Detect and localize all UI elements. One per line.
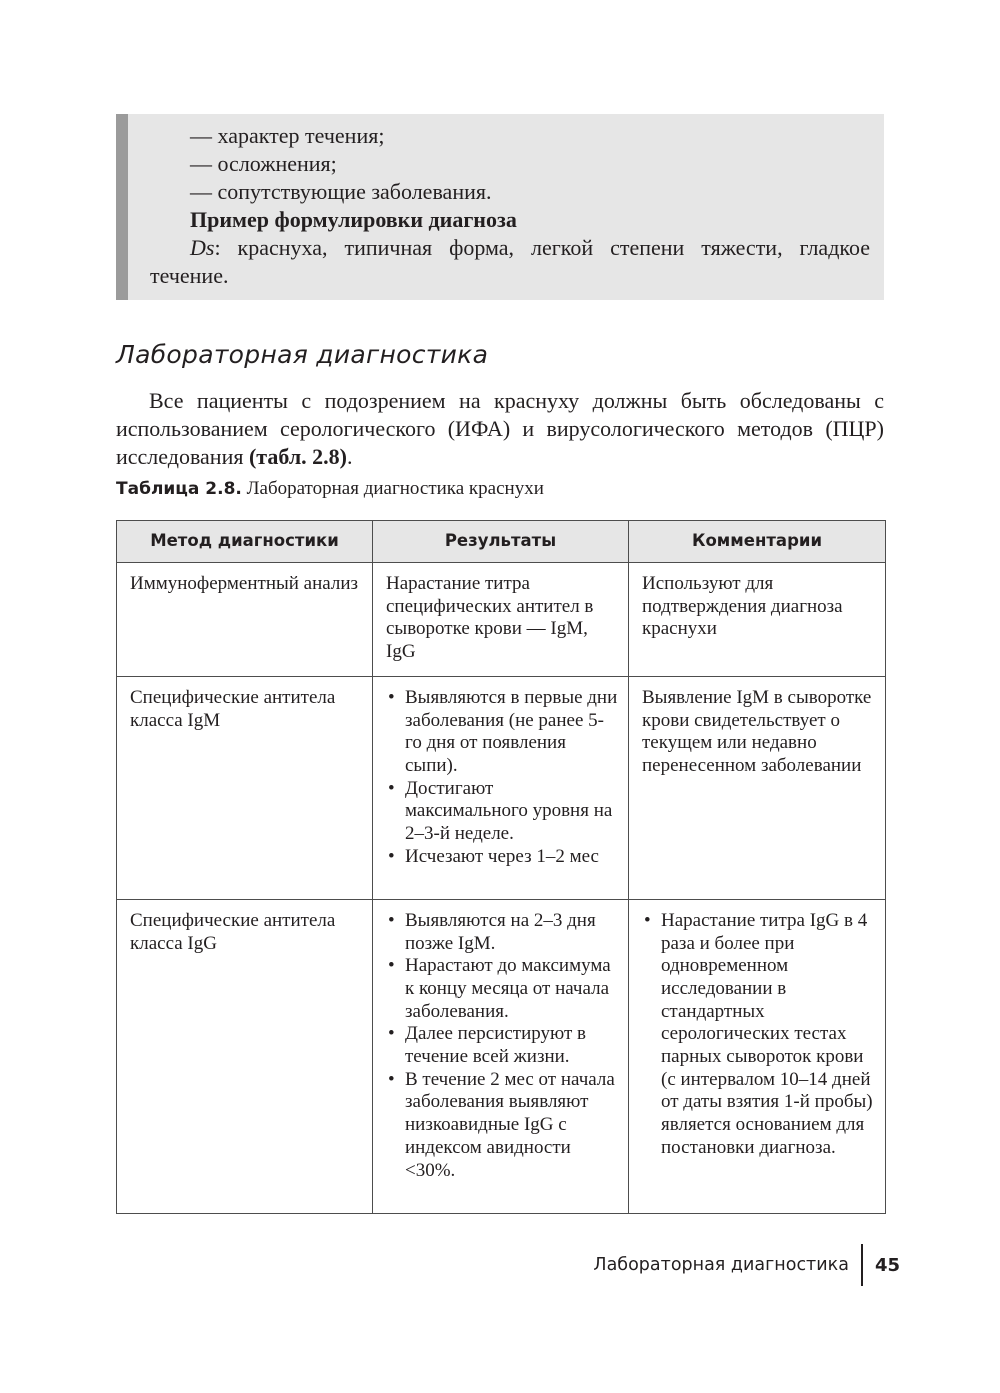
page-number: 45: [874, 1254, 900, 1276]
cell-results: [373, 899, 629, 1213]
diagnosis-example-text: [150, 234, 870, 290]
section-title: Лабораторная диагностика: [116, 340, 489, 369]
cell-results: [373, 563, 629, 677]
header-comments: Комментарии: [629, 521, 886, 563]
method-text: Иммуноферментный анализ: [130, 573, 359, 594]
table-caption: [116, 478, 544, 500]
cell-comment: [629, 676, 886, 899]
results-bullet: • Исчезают через 1–2 мес: [405, 846, 618, 869]
header-method: Метод диагностики: [117, 521, 373, 563]
header-results: Результаты: [373, 521, 629, 563]
intro-paragraph: [116, 387, 884, 471]
comment-list: [642, 910, 875, 1160]
page-footer: [593, 1244, 900, 1286]
table-caption-text: Лабораторная диагностика краснухи: [241, 478, 544, 499]
results-bullet: • Нарастают до максимума к концу месяца от начала заболевания.: [405, 955, 618, 1023]
comment-bullet: • Нарастание титра IgG в 4 раза и более при одновременном исследовании в стандартных серологических тестах парных сывороток крови (с интервалом 10–14 дней от даты взятия 1-й пробы) является основанием для постановки диагноза.: [661, 910, 875, 1160]
cell-results: [373, 676, 629, 899]
comment-text: Используют для подтверждения диагноза краснухи: [642, 573, 843, 640]
method-text: Специфические антитела класса IgG: [130, 909, 336, 954]
diagnosis-example-heading: Пример формулировки диагноза: [190, 207, 517, 232]
diagnosis-callout-box: [116, 114, 884, 300]
table-caption-label: Таблица 2.8.: [116, 479, 242, 499]
results-bullet: • Далее персистируют в течение всей жизни.: [405, 1023, 618, 1068]
cell-comment: [629, 899, 886, 1213]
results-list: [386, 687, 618, 869]
results-text: Нарастание титра специфических антител в сыворотке крови — IgM, IgG: [386, 573, 594, 663]
cell-method: [117, 676, 373, 899]
intro-text: Все пациенты с подозрением на краснуху должны быть обследованы с использованием серологического (ИФА) и вирусологического методов (ПЦР) исследования: [116, 388, 884, 469]
table-row: [117, 899, 886, 1213]
table-row: [117, 676, 886, 899]
results-bullet: • Выявляются на 2–3 дня позже IgM.: [405, 910, 618, 955]
results-bullet: • Выявляются в первые дни заболевания (не ранее 5-го дня от появления сыпи).: [405, 687, 618, 778]
comment-text: Выявление IgM в сыворотке крови свидетельствует о текущем или недавно перенесенном заболевании: [642, 686, 872, 776]
results-bullet: • Достигают максимального уровня на 2–3-й неделе.: [405, 778, 618, 846]
method-text: Специфические антитела класса IgM: [130, 686, 336, 731]
dash-item-complications: — осложнения;: [190, 151, 337, 176]
results-list: [386, 910, 618, 1182]
table-header-row: [117, 521, 886, 563]
ds-abbreviation: Ds: [190, 235, 215, 260]
dash-item-comorbidities: — сопутствующие заболевания.: [190, 179, 492, 204]
dash-item-course: — характер течения;: [190, 123, 385, 148]
results-bullet: • В течение 2 мес от начала заболевания выявляют низкоавидные IgG с индексом авидности <30%.: [405, 1069, 618, 1183]
intro-end: .: [347, 444, 353, 469]
table-row: [117, 563, 886, 677]
table-reference: (табл. 2.8): [248, 444, 348, 469]
cell-comment: [629, 563, 886, 677]
cell-method: [117, 563, 373, 677]
diagnosis-body: : краснуха, типичная форма, легкой степени тяжести, гладкое течение.: [150, 235, 870, 288]
lab-diagnostics-table: [116, 520, 886, 1214]
running-title: Лабораторная диагностика: [593, 1255, 849, 1275]
cell-method: [117, 899, 373, 1213]
